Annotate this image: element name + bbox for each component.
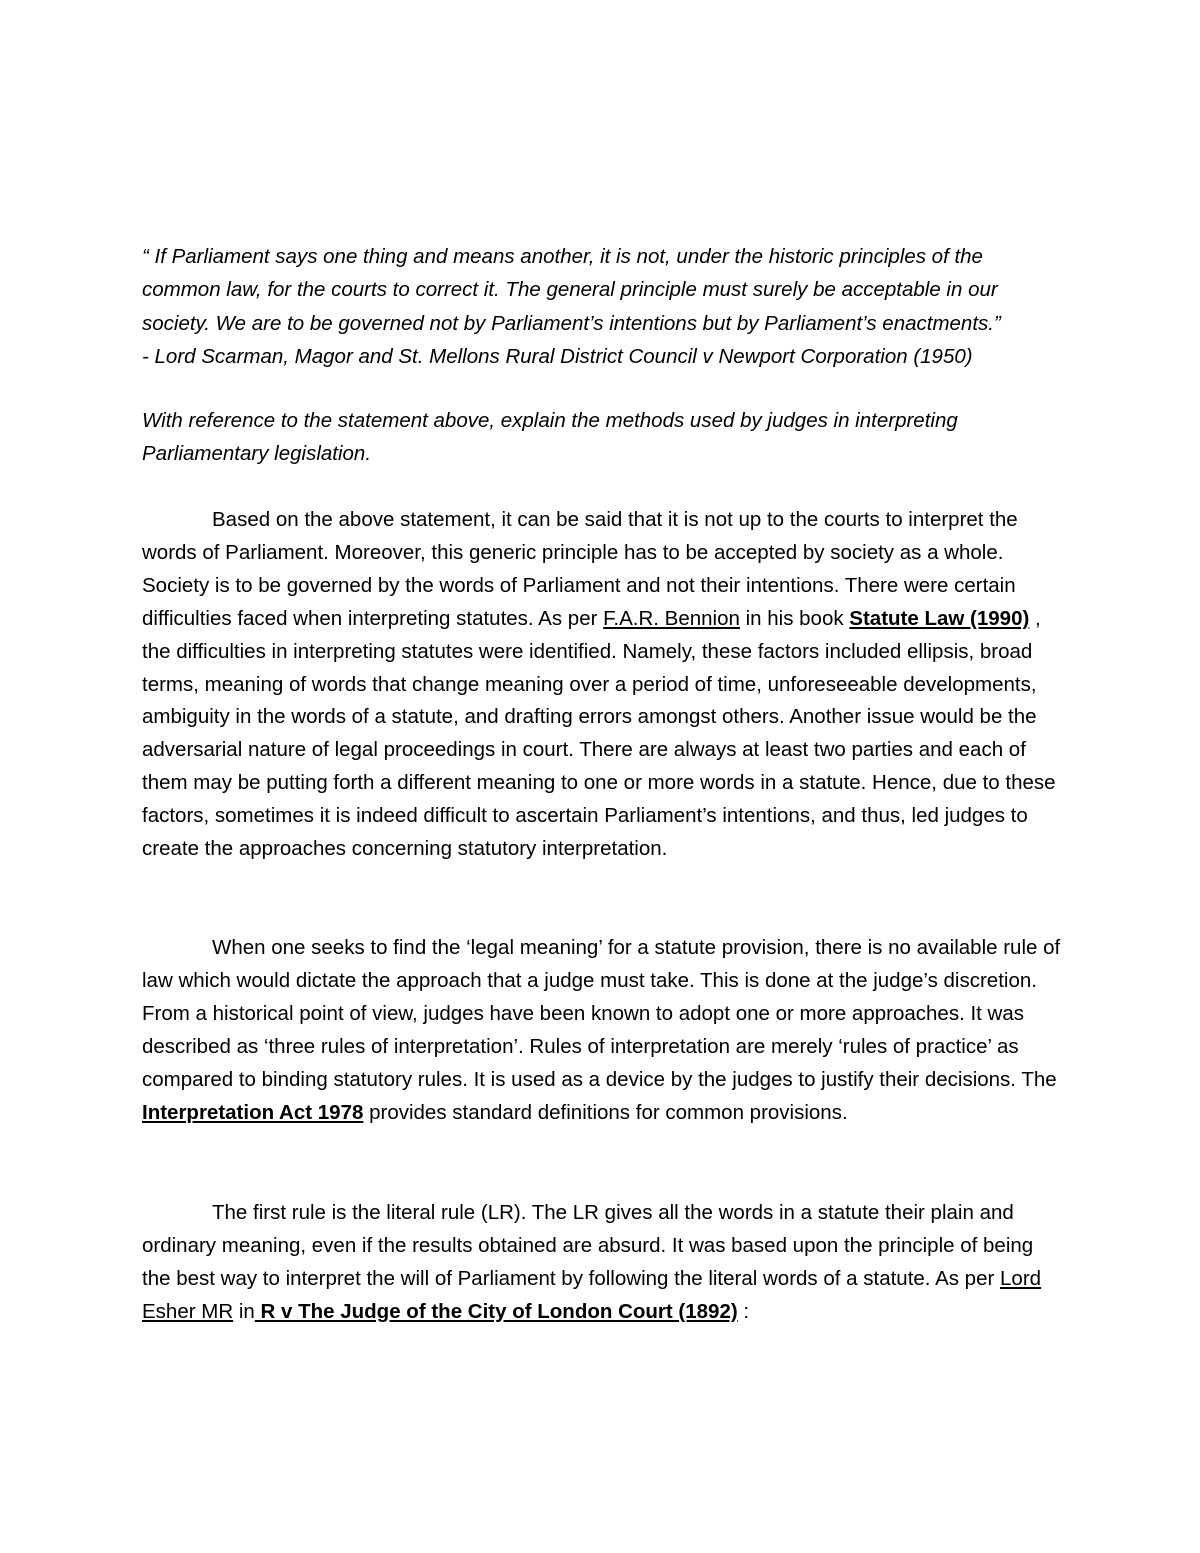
- paragraph-legal-meaning: [142, 932, 1062, 1129]
- reference-interpretation-act: Interpretation Act 1978: [142, 1100, 364, 1124]
- reference-lord-esher: Lord Esher MR: [142, 1266, 1042, 1323]
- paragraph-text: When one seeks to find the ‘legal meaning’ for a statute provision, there is no available rule of law which would dictate the approach that a judge must take. This is done at the judge’s discretion. From a historical point of view, judges have been known to adopt one or more approaches. It was described as ‘three rules of interpretation’. Rules of interpretation are merely ‘rules of practice’ as compared to binding statutory rules. It is used as a device by the judges to justify their decisions. The: [142, 936, 1061, 1091]
- quote-line: society. We are to be governed not by Parliament’s intentions but by Parliament’s enactments.”: [142, 311, 1001, 335]
- paragraph-text: :: [737, 1299, 750, 1323]
- quote-line: “ If Parliament says one thing and means another, it is not, under the historic principles of the: [142, 245, 983, 268]
- paragraph-literal-rule: [142, 1197, 1062, 1329]
- paragraph-text: in his book: [739, 606, 850, 630]
- reference-statute-law: Statute Law (1990): [849, 606, 1030, 630]
- paragraph-text: The first rule is the literal rule (LR). The LR gives all the words in a statute their plain and ordinary meaning, even if the results obtained are absurd. It was based upon the principle of being the best way to interpret the will of Parliament by following the literal words of a statute. As per: [142, 1201, 1034, 1290]
- reference-case-city-of-london: R v The Judge of the City of London Court (1892): [254, 1299, 738, 1323]
- paragraph-text: , the difficulties in interpreting statutes were identified. Namely, these factors included ellipsis, broad terms, meaning of words that change meaning over a period of time, unforeseeable developments, ambiguity in the words of a statute, and drafting errors amongst others. Another issue would be the adversarial nature of legal proceedings in court. There are always at least two parties and each of them may be putting forth a different meaning to one or more words in a statute. Hence, due to these factors, sometimes it is indeed difficult to ascertain Parliament’s intentions, and thus, led judges to create the approaches concerning statutory interpretation.: [142, 606, 1056, 861]
- paragraph-text: Based on the above statement, it can be said that it is not up to the courts to interpret the words of Parliament. Moreover, this generic principle has to be accepted by society as a whole. Society is to be governed by the words of Parliament and not their intentions. There were certain difficulties faced when interpreting statutes. As per: [142, 508, 1018, 630]
- question-line: With reference to the statement above, explain the methods used by judges in interpreting: [142, 409, 958, 432]
- quote-attribution: - Lord Scarman, Magor and St. Mellons Rural District Council v Newport Corporation (1950): [142, 344, 973, 368]
- paragraph-text: in: [233, 1299, 255, 1323]
- paragraph-difficulties: [142, 504, 1062, 866]
- quote-line: common law, for the courts to correct it. The general principle must surely be acceptable in our: [142, 278, 998, 302]
- opening-quote: [142, 240, 1062, 373]
- essay-question: [142, 404, 1062, 471]
- question-line: Parliamentary legislation.: [142, 442, 372, 466]
- paragraph-text: provides standard definitions for common provisions.: [363, 1100, 848, 1124]
- reference-bennion: F.A.R. Bennion: [603, 606, 740, 630]
